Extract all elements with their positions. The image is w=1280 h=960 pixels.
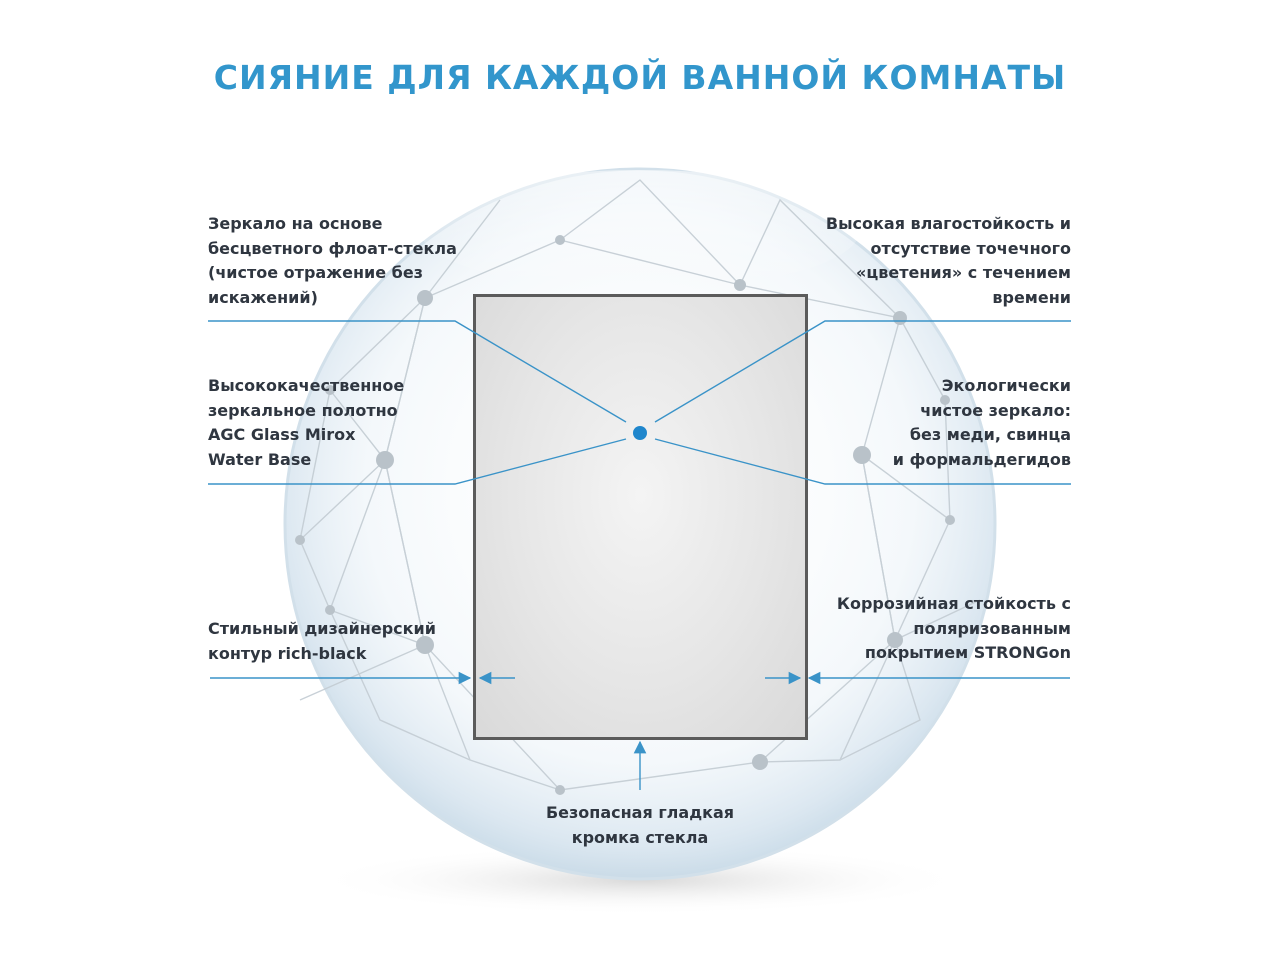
feature-agc-glass: Высококачественное зеркальное полотно AGC Glass Mirox Water Base [208,376,405,469]
feature-edge: Безопасная гладкая кромка стекла [545,803,735,847]
feature-contour: Стильный дизайнерский контур rich-black [208,619,436,663]
center-point [633,426,647,440]
feature-float-glass: Зеркало на основе бесцветного флоат-стекла (чистое отражение без искажений) [208,214,457,307]
feature-moisture: Высокая влагостойкость и отсутствие точечного «цветения» с течением времени [825,214,1071,307]
feature-eco: Экологически чистое зеркало: без меди, свинца и формальдегидов [892,376,1071,469]
feature-corrosion: Коррозийная стойкость с поляризованным покрытием STRONGon [836,594,1071,662]
page-title: СИЯНИЕ ДЛЯ КАЖДОЙ ВАННОЙ КОМНАТЫ [213,58,1067,97]
